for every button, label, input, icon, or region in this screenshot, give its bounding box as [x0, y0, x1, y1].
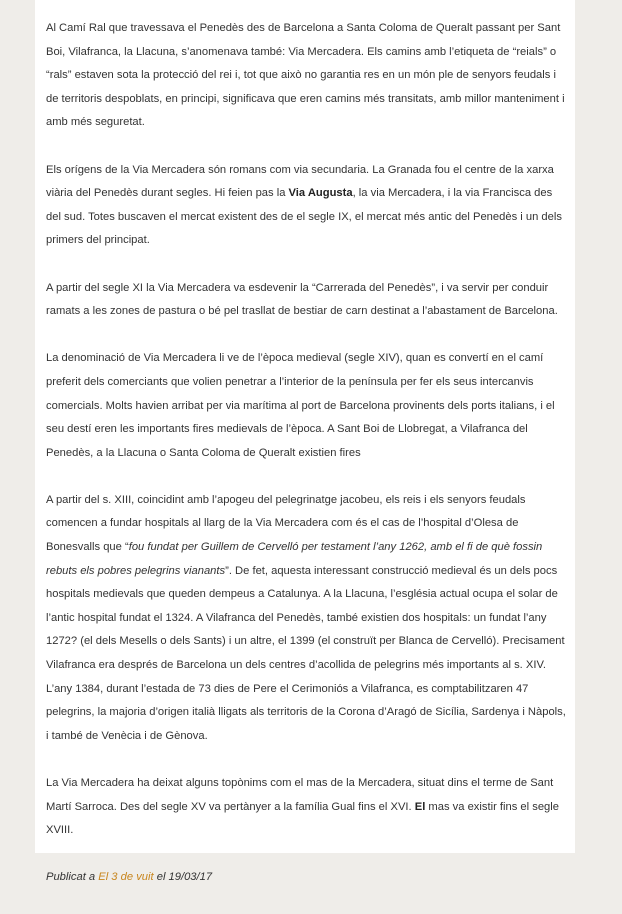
publication-date: el 19/03/17	[153, 871, 213, 884]
toponims-text-c: mas va existir fins el segle XVIII.	[46, 800, 559, 837]
via-augusta-bold: Via Augusta	[288, 187, 353, 200]
paragraph-denominacio: La denominació de Via Mercadera li ve de l’època medieval (segle XIV), quan es convertí en el camí preferit dels comerciants que volien penetrar a l’interior de la península per fer els seus intercanvis comercials. Molts havien arribat per via marítima al port de Barcelona provinents dels ports italians, i el seu destí eren les importants fires medievals de l’època. A Sant Boi de Llobregat, a Vilafranca del Penedès, a la Llacuna o Santa Coloma de Queralt existien fires	[46, 352, 555, 459]
hospitals-text-b: ”. De fet, aquesta interessant construcció medieval és un dels pocs hospitals medievals que queden dempeus a Catalunya. A la Llacuna, l’església actual ocupa el solar de l’antic hospital fundat el 1324. A Vilafranca del Penedès, també existien dos hospitals: un fundat l’any 1272? (el dels Mesells o dels Sants) i un altre, el 1399 (el construït per Blanca de Cervelló). Precisament Vilafranca era després de Barcelona un dels centres d’acollida de pelegrins més importants al s. XIV. L’any 1384, durant l’estada de 73 dies de Pere el Cerimoniós a Vilafranca, es comptabilitzaren 47 pelegrins, la majoria d’origen italià lligats als territoris de la Corona d’Aragó de Sicília, Sardenya i Nàpols, i també de Venècia i de Gènova.	[46, 564, 566, 742]
paragraph-origins	[46, 159, 570, 253]
publication-prefix: Publicat a	[46, 871, 99, 884]
paragraph-hospitals	[46, 489, 570, 749]
publication-link[interactable]: El 3 de vuit	[98, 871, 154, 884]
origins-text-a: Els orígens de la Via Mercadera són romans com via secundaria. La Granada fou el centre de la xarxa viària del Penedès durant segles. Hi feien pas la	[46, 163, 554, 200]
toponims-bold: El	[414, 800, 426, 813]
origins-text-b: , la via Mercadera, i la via Francisca des del sud. Totes buscaven el mercat existent des de el segle IX, el mercat més antic del Penedès i un dels primers del principat.	[46, 187, 562, 247]
hospital-quote: fou fundat per Guillem de Cervelló per testament l’any 1262, amb el fi de què fossin rebuts els pobres pelegrins vianants	[46, 541, 543, 577]
toponims-text-a: La Via Mercadera ha deixat alguns topònims com el mas de la Mercadera, situat dins el terme de Sant Martí Sarroca. Des del segle XV va pertànyer a la família Gual fins el XVI.	[46, 777, 554, 813]
article-body	[46, 17, 570, 914]
paragraph-cami-ral: Al Camí Ral que travessava el Penedès des de Barcelona a Santa Coloma de Queralt passant per Sant Boi, Vilafranca, la Llacuna, s’anomenava també: Via Mercadera. Els camins amb l’etiqueta de “reials” o “rals” estaven sota la protecció del rei i, tot que això no garantia res en un món ple de senyors feudals i de territoris despoblats, en principi, significava que eren camins més transitats, amb millor manteniment i amb més seguretat.	[46, 22, 565, 129]
paragraph-toponims	[46, 772, 570, 843]
paragraph-carrerada: A partir del segle XI la Via Mercadera va esdevenir la “Carrerada del Penedès”, i va servir per conduir ramats a les zones de pastura o bé pel trasllat de bestiar de carn destinat a l’abastament de Barcelona.	[46, 281, 558, 318]
publication-line	[46, 866, 570, 890]
hospitals-text-a: A partir del s. XIII, coincidint amb l’apogeu del pelegrinatge jacobeu, els reis i els senyors feudals comencen a fundar hospitals al llarg de la Via Mercadera com és el cas de l’hospital d’Olesa de Bonesvalls que “	[46, 493, 526, 554]
